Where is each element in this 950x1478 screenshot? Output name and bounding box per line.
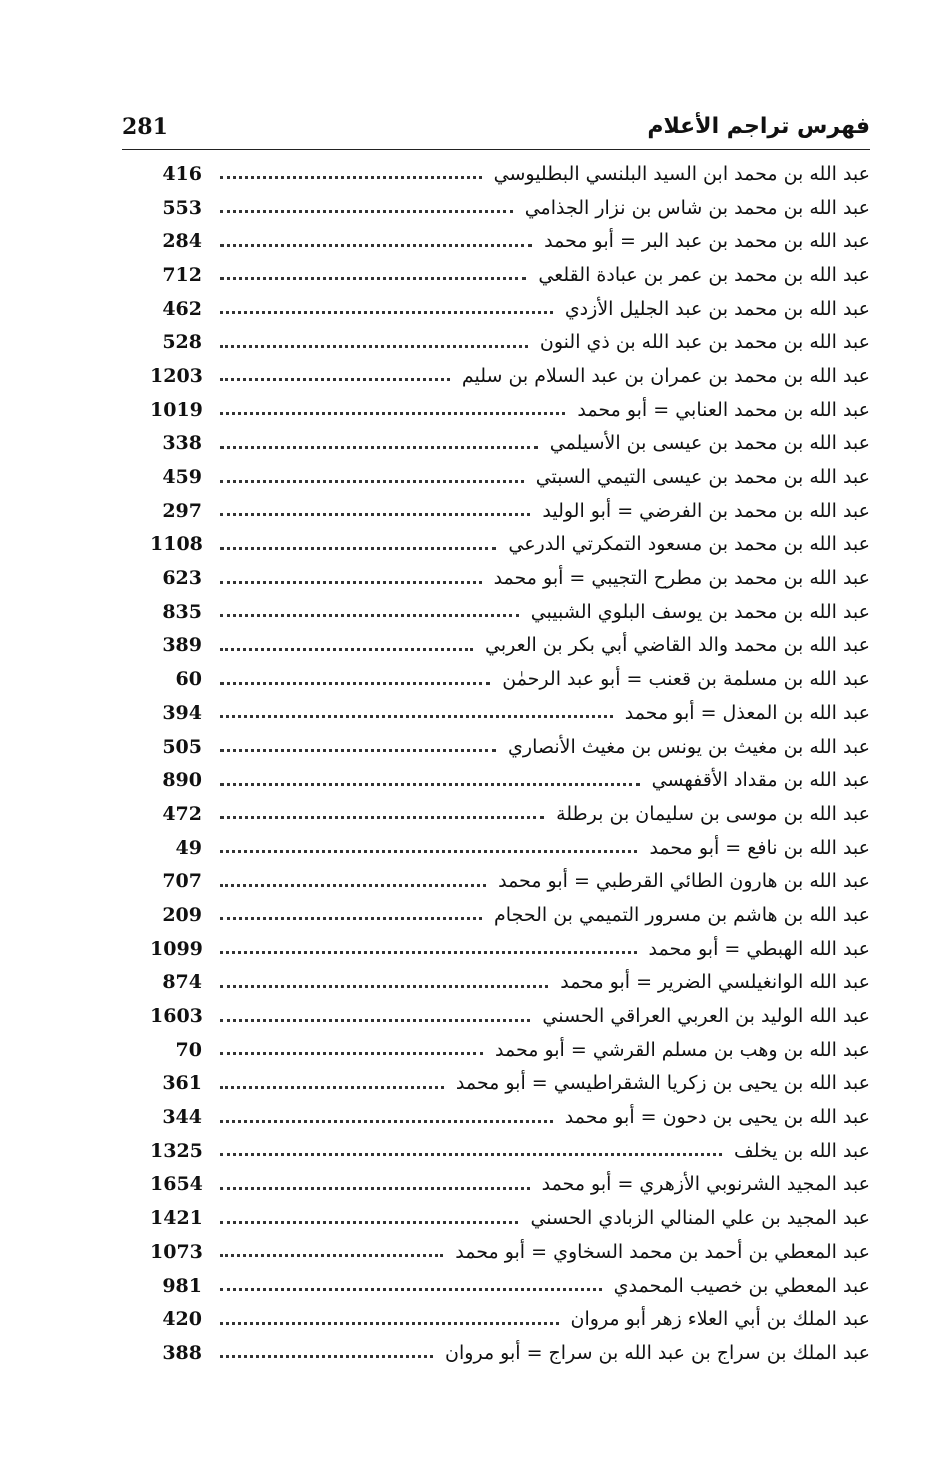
- entry-name: عبد الملك بن سراج بن عبد الله بن سراج = أبو مروان: [445, 1341, 870, 1364]
- dot-leader: [220, 850, 637, 853]
- entry-page-number: 70: [175, 1038, 202, 1061]
- index-entry: [150, 966, 870, 1000]
- entry-name: عبد الله بن محمد بن شاس بن نزار الجذامي: [524, 196, 870, 219]
- entry-name: عبد الله الوليد بن العربي العراقي الحسني: [542, 1005, 870, 1028]
- entry-name: عبد الله بن موسى بن سليمان بن برطلة: [556, 802, 870, 825]
- entry-page-number: 707: [162, 870, 202, 893]
- dot-leader: [220, 412, 565, 415]
- dot-leader: [220, 1322, 559, 1325]
- entry-name: عبد الله بن محمد بن عبد الله بن ذي النون: [539, 331, 870, 354]
- dot-leader: [220, 277, 526, 280]
- index-entry: [150, 1269, 870, 1303]
- entry-name: عبد المعطي بن أحمد بن محمد السخاوي = أبو محمد: [455, 1240, 870, 1263]
- index-list: [150, 157, 870, 1370]
- dot-leader: [220, 749, 496, 752]
- index-entry: [150, 1302, 870, 1336]
- entry-name: عبد الله بن محمد بن مطرح التجيبي = أبو محمد: [493, 567, 870, 590]
- entry-name: عبد الملك بن أبي العلاء زهر أبو مروان: [570, 1308, 870, 1331]
- dot-leader: [220, 1254, 443, 1257]
- index-entry: [150, 191, 870, 225]
- index-entry: [150, 292, 870, 326]
- index-entry: [150, 662, 870, 696]
- entry-page-number: 981: [162, 1274, 202, 1297]
- index-entry: [150, 460, 870, 494]
- dot-leader: [220, 1221, 518, 1224]
- index-entry: [150, 696, 870, 730]
- index-entry: [150, 831, 870, 865]
- dot-leader: [220, 1288, 602, 1291]
- dot-leader: [220, 581, 482, 584]
- dot-leader: [220, 244, 532, 247]
- dot-leader: [220, 210, 513, 213]
- entry-page-number: 297: [162, 499, 202, 522]
- entry-name: عبد الله بن هارون الطائي القرطبي = أبو محمد: [498, 870, 870, 893]
- entry-page-number: 1603: [150, 1005, 203, 1028]
- index-entry: [150, 763, 870, 797]
- dot-leader: [220, 1153, 722, 1156]
- index-entry: [150, 1201, 870, 1235]
- entry-page-number: 1654: [150, 1173, 203, 1196]
- entry-name: عبد الله بن مغيث بن يونس بن مغيث الأنصاري: [508, 735, 870, 758]
- index-entry: [150, 1100, 870, 1134]
- entry-name: عبد الله بن محمد بن عبد البر = أبو محمد: [544, 230, 870, 253]
- entry-name: عبد الله بن محمد بن عيسى التيمي السبتي: [535, 466, 870, 489]
- index-entry: [150, 595, 870, 629]
- entry-page-number: 472: [162, 802, 202, 825]
- dot-leader: [220, 1086, 444, 1089]
- entry-page-number: 49: [175, 836, 202, 859]
- dot-leader: [220, 917, 482, 920]
- entry-page-number: 528: [162, 331, 202, 354]
- entry-name: عبد الله بن محمد والد القاضي أبي بكر بن العربي: [484, 634, 870, 657]
- dot-leader: [220, 682, 490, 685]
- dot-leader: [220, 311, 553, 314]
- dot-leader: [220, 648, 473, 651]
- entry-name: عبد الله بن محمد بن عبد الجليل الأزدي: [564, 297, 870, 320]
- dot-leader: [220, 816, 544, 819]
- index-entry: [150, 999, 870, 1033]
- entry-page-number: 1421: [150, 1207, 203, 1230]
- entry-page-number: 344: [162, 1106, 202, 1129]
- entry-page-number: 361: [162, 1072, 202, 1095]
- dot-leader: [220, 446, 538, 449]
- dot-leader: [220, 513, 530, 516]
- index-entry: [150, 258, 870, 292]
- entry-name: عبد المعطي بن خصيب المحمدي: [613, 1274, 870, 1297]
- entry-name: عبد الله بن يحيى بن دحون = أبو محمد: [564, 1106, 870, 1129]
- entry-page-number: 1325: [150, 1139, 203, 1162]
- index-entry: [150, 528, 870, 562]
- index-entry: [150, 932, 870, 966]
- entry-page-number: 1203: [150, 364, 203, 387]
- entry-name: عبد الله بن يحيى بن زكريا الشقراطيسي = أبو محمد: [455, 1072, 870, 1095]
- index-entry: [150, 359, 870, 393]
- entry-name: عبد المجيد الشرنوبي الأزهري = أبو محمد: [541, 1173, 870, 1196]
- entry-name: عبد الله بن محمد بن عمر بن عبادة القلعي: [538, 263, 870, 286]
- dot-leader: [220, 985, 548, 988]
- index-entry: [150, 1235, 870, 1269]
- dot-leader: [220, 715, 613, 718]
- entry-name: عبد الله الهبطي = أبو محمد: [648, 937, 870, 960]
- running-title: فهرس تراجم الأعلام: [647, 114, 870, 139]
- entry-page-number: 1073: [150, 1240, 203, 1263]
- index-entry: [150, 797, 870, 831]
- entry-name: عبد الله بن محمد بن يوسف البلوي الشبيبي: [530, 600, 870, 623]
- dot-leader: [220, 480, 524, 483]
- entry-name: عبد المجيد بن علي المنالي الزبادي الحسني: [530, 1207, 870, 1230]
- entry-page-number: 890: [162, 769, 202, 792]
- entry-page-number: 209: [162, 903, 202, 926]
- index-entry: [150, 898, 870, 932]
- index-entry: [150, 1033, 870, 1067]
- dot-leader: [220, 378, 450, 381]
- index-entry: [150, 1067, 870, 1101]
- index-entry: [150, 864, 870, 898]
- entry-name: عبد الله بن محمد ابن السيد البلنسي البطليوسي: [493, 162, 870, 185]
- index-entry: [150, 730, 870, 764]
- entry-page-number: 462: [162, 297, 202, 320]
- entry-page-number: 1019: [150, 398, 203, 421]
- entry-name: عبد الله الوانغيلسي الضرير = أبو محمد: [560, 971, 870, 994]
- index-entry: [150, 494, 870, 528]
- entry-page-number: 1099: [150, 937, 203, 960]
- entry-page-number: 623: [162, 567, 202, 590]
- index-entry: [150, 629, 870, 663]
- entry-name: عبد الله بن مقداد الأقفهسي: [651, 769, 870, 792]
- entry-page-number: 712: [162, 263, 202, 286]
- index-entry: [150, 1336, 870, 1370]
- index-entry: [150, 224, 870, 258]
- entry-page-number: 553: [162, 196, 202, 219]
- entry-page-number: 389: [162, 634, 202, 657]
- entry-name: عبد الله بن محمد بن الفرضي = أبو الوليد: [542, 499, 870, 522]
- entry-page-number: 1108: [150, 533, 203, 556]
- entry-page-number: 388: [162, 1341, 202, 1364]
- index-entry: [150, 1134, 870, 1168]
- entry-page-number: 284: [162, 230, 202, 253]
- dot-leader: [220, 1120, 553, 1123]
- entry-page-number: 338: [162, 432, 202, 455]
- dot-leader: [220, 176, 482, 179]
- dot-leader: [220, 1187, 530, 1190]
- entry-name: عبد الله بن مسلمة بن قعنب = أبو عبد الرحمٰن: [502, 668, 870, 691]
- index-entry: [150, 427, 870, 461]
- entry-name: عبد الله بن هاشم بن مسرور التميمي بن الحجام: [494, 903, 870, 926]
- index-entry: [150, 1168, 870, 1202]
- dot-leader: [220, 1052, 483, 1055]
- index-entry: [150, 157, 870, 191]
- dot-leader: [220, 783, 640, 786]
- dot-leader: [220, 951, 637, 954]
- dot-leader: [220, 1019, 530, 1022]
- index-entry: [150, 561, 870, 595]
- entry-name: عبد الله بن يخلف: [734, 1139, 870, 1162]
- entry-page-number: 874: [162, 971, 202, 994]
- entry-page-number: 459: [162, 466, 202, 489]
- index-entry: [150, 325, 870, 359]
- dot-leader: [220, 345, 528, 348]
- entry-name: عبد الله بن وهب بن مسلم القرشي = أبو محمد: [495, 1038, 870, 1061]
- dot-leader: [220, 1355, 433, 1358]
- dot-leader: [220, 614, 519, 617]
- entry-page-number: 505: [162, 735, 202, 758]
- header-divider: [122, 149, 870, 150]
- entry-page-number: 416: [162, 162, 202, 185]
- entry-page-number: 420: [162, 1308, 202, 1331]
- page-number: 281: [122, 114, 168, 140]
- entry-name: عبد الله بن المعذل = أبو محمد: [624, 701, 870, 724]
- dot-leader: [220, 884, 486, 887]
- entry-page-number: 394: [162, 701, 202, 724]
- entry-page-number: 60: [175, 668, 202, 691]
- dot-leader: [220, 547, 496, 550]
- entry-name: عبد الله بن نافع = أبو محمد: [649, 836, 870, 859]
- page-header: [122, 112, 870, 148]
- entry-name: عبد الله بن محمد بن عيسى بن الأسيلمي: [549, 432, 870, 455]
- entry-page-number: 835: [162, 600, 202, 623]
- index-entry: [150, 393, 870, 427]
- entry-name: عبد الله بن محمد العنابي = أبو محمد: [577, 398, 870, 421]
- entry-name: عبد الله بن محمد بن مسعود التمكرتي الدرعي: [508, 533, 870, 556]
- entry-name: عبد الله بن محمد بن عمران بن عبد السلام بن سليم: [461, 364, 870, 387]
